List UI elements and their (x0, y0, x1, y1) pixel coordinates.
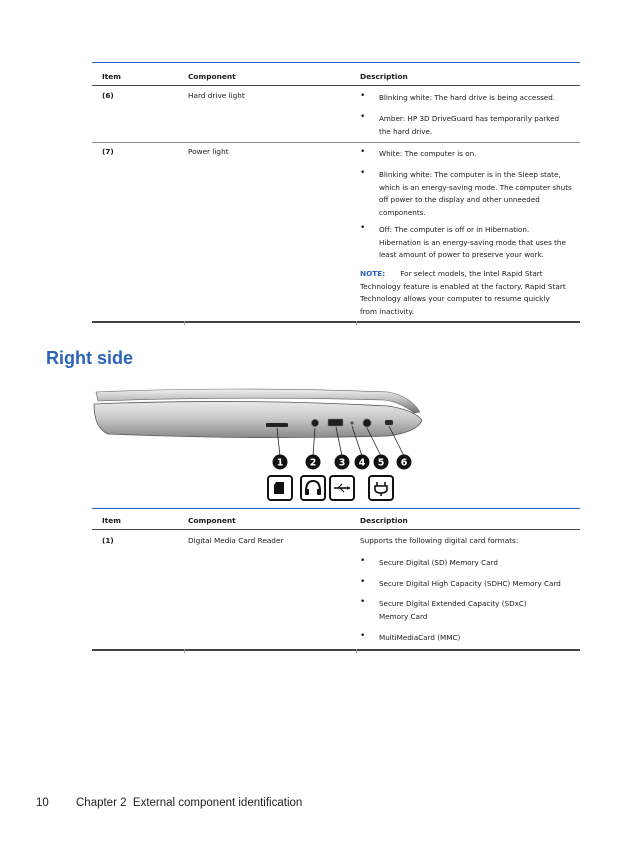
bullet-icon: • (360, 91, 366, 101)
row-component: Hard drive light (188, 91, 245, 100)
callout-number: 6 (400, 457, 408, 469)
callout-number: 5 (377, 457, 385, 469)
bullet-line: which is an energy-saving mode. The computer shuts (379, 182, 572, 192)
header-item: Item (102, 72, 121, 81)
column-divider (356, 321, 357, 325)
note-line: Technology feature is enabled at the factory. Rapid Start (360, 281, 566, 291)
power-light (350, 421, 353, 424)
header-component: Component (188, 516, 236, 525)
bullet-line: the hard drive. (379, 126, 433, 136)
callout-6 (397, 455, 412, 470)
section-heading: Right side (46, 348, 134, 368)
laptop-base (94, 401, 422, 437)
bullet-icon: • (360, 147, 366, 157)
bullet-text (379, 224, 579, 262)
bullet-line: Secure Digital (SD) Memory Card (379, 558, 498, 567)
bullet-text (379, 113, 579, 138)
usb-port (328, 419, 343, 426)
bullet-line: components. (379, 207, 426, 217)
header-component: Component (188, 72, 236, 81)
components-table-2 (92, 508, 580, 658)
bullet-text (379, 578, 579, 591)
bullet-text (379, 169, 579, 219)
headphone-icon (301, 476, 325, 500)
bullet-text (379, 557, 579, 570)
power-plug-icon (369, 476, 393, 500)
row-rule (92, 142, 580, 143)
security-slot (385, 420, 393, 425)
bullet-line: Hibernation is an energy-saving mode that uses the (379, 237, 566, 247)
row-item: (7) (102, 147, 114, 156)
bullet-icon: • (360, 556, 366, 566)
row-item: (1) (102, 536, 114, 545)
note-first-line (360, 268, 578, 281)
table-top-rule (92, 508, 580, 509)
bullet-line: Secure Digital High Capacity (SDHC) Memory Card (379, 579, 561, 588)
bullet-icon: • (360, 577, 366, 587)
callout-3 (335, 455, 350, 470)
bullet-line: Blinking white: The hard drive is being accessed. (379, 93, 556, 102)
bullet-icon: • (360, 223, 366, 233)
sd-card-icon (268, 476, 292, 500)
bullet-line: Memory Card (379, 611, 428, 621)
bullet-icon: • (360, 631, 366, 641)
header-rule (92, 85, 580, 86)
table-top-rule (92, 62, 580, 63)
callout-number: 4 (358, 457, 366, 469)
row-component: Power light (188, 147, 229, 156)
table-bottom-rule (92, 321, 580, 323)
note-block (360, 268, 578, 318)
callout-number: 1 (276, 457, 284, 469)
callout-2 (306, 455, 321, 470)
bullet-line: White: The computer is on. (379, 149, 477, 158)
bullet-line: Amber: HP 3D DriveGuard has temporarily parked (379, 114, 560, 123)
column-divider (356, 649, 357, 653)
chapter-title: Chapter 2 External component identification (76, 797, 303, 809)
bullet-line: Secure Digital Extended Capacity (SDxC) (379, 599, 527, 608)
note-line: Technology allows your computer to resume quickly (360, 294, 550, 303)
callout-1 (273, 455, 288, 470)
row-intro: Supports the following digital card formats: (360, 536, 519, 545)
bullet-icon: • (360, 597, 366, 607)
bullet-text (379, 148, 579, 161)
note-label: NOTE: (360, 269, 386, 278)
header-rule (92, 529, 580, 530)
header-description: Description (360, 72, 408, 81)
bullet-line: MultiMediaCard (MMC) (379, 633, 461, 642)
row-component: Digital Media Card Reader (188, 536, 284, 545)
column-divider (184, 321, 185, 325)
bullet-line: off power to the display and other unneeded (379, 195, 540, 204)
bullet-line: Blinking white: The computer is in the Sleep state, (379, 170, 561, 179)
bullet-text (379, 598, 579, 623)
row-item: (6) (102, 91, 114, 100)
power-connector (363, 419, 371, 427)
note-line: from inactivity. (360, 306, 415, 316)
callout-number: 3 (338, 457, 346, 469)
page-number: 10 (36, 797, 49, 809)
bullet-text (379, 632, 579, 645)
header-description: Description (360, 516, 408, 525)
table-bottom-rule (92, 649, 580, 651)
bullet-text (379, 92, 579, 105)
callout-4 (355, 455, 370, 470)
audio-jack (311, 419, 318, 426)
callout-5 (374, 455, 389, 470)
column-divider (184, 649, 185, 653)
usb-icon (330, 476, 354, 500)
header-item: Item (102, 516, 121, 525)
laptop-right-side-figure (88, 382, 428, 504)
components-table-1 (92, 62, 580, 324)
card-reader-slot (266, 423, 288, 427)
note-line: For select models, the Intel Rapid Start (400, 269, 543, 278)
bullet-icon: • (360, 112, 366, 122)
bullet-line: least amount of power to preserve your work. (379, 250, 544, 259)
bullet-icon: • (360, 168, 366, 178)
callout-number: 2 (309, 457, 317, 469)
bullet-line: Off: The computer is off or in Hibernation. (379, 225, 530, 234)
